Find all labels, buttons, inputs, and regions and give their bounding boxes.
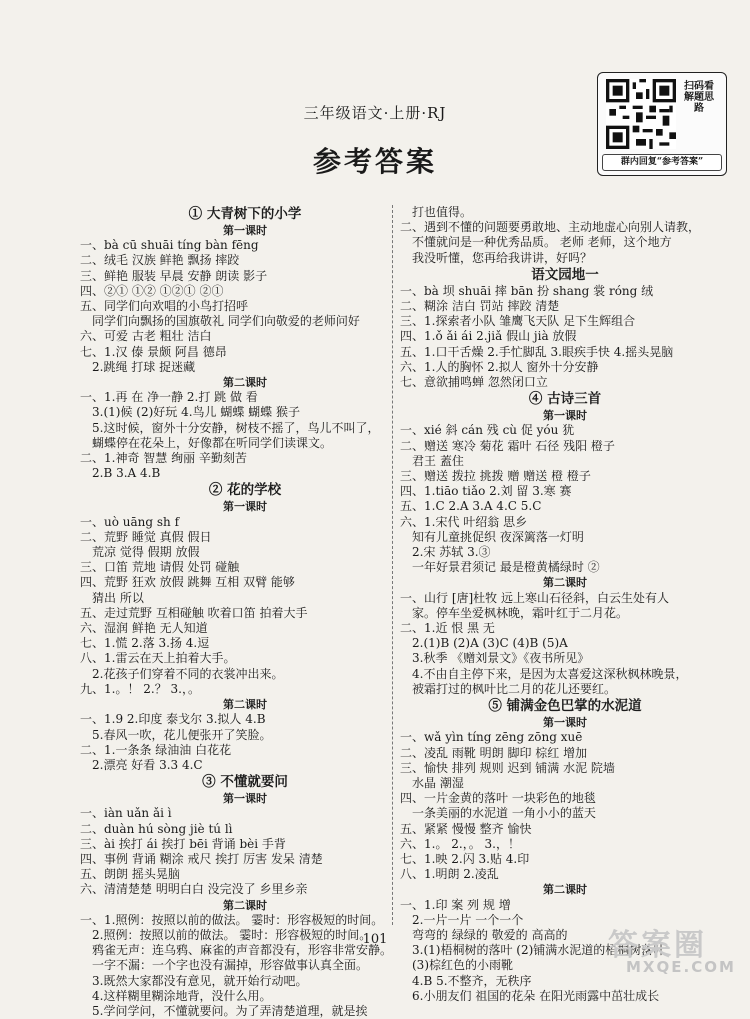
answer-line: 六、1.宋代 叶绍翁 思乡 [400,514,528,529]
lesson-heading: ④ 古诗三首 [528,391,602,408]
answer-line: 三、愉快 排列 规则 迟到 铺满 水泥 院墙 [400,760,615,775]
period-heading: 第一课时 [543,409,587,423]
answer-line: 二、荒野 睡觉 真假 假日 [80,529,212,544]
answer-line: 4.这样糊里糊涂地背，没什么用。 [80,988,272,1003]
answer-line: 三、ài 挨打 ái 挨打 bēi 背诵 bèi 手背 [80,836,286,851]
answer-column-right [400,205,730,1004]
lesson-heading: 语文园地一 [531,266,599,283]
period-heading: 第一课时 [223,500,267,514]
answer-line: 五、走过荒野 互相碰触 吹着口笛 拍着大手 [80,605,308,620]
answer-line: 一、1.再 在 净一静 2.打 跳 做 看 [80,390,258,405]
answer-line: 2.跳绳 打球 捉迷藏 [80,359,196,374]
period-heading: 第一课时 [543,716,587,730]
book-subtitle: 三年级语文·上册·RJ [303,104,447,122]
answer-line: 一、bà cū shuāi tíng bàn fēng [80,238,259,253]
answer-column-left [80,205,410,1019]
answer-line: 6.小朋友们 祖国的花朵 在阳光雨露中茁壮成长 [400,988,660,1003]
answer-line: 六、可爱 古老 粗壮 洁白 [80,329,212,344]
answer-line: 七、1.慌 2.落 3.扬 4.逗 [80,636,210,651]
answer-line: 八、1.雷云在天上拍着大手。 [80,651,236,666]
answer-line: 荒凉 觉得 假期 放假 [80,545,200,560]
answer-line: 六、1.。 2.，。 3.，！ [400,836,520,851]
answer-line: 五、紧紧 慢慢 整齐 愉快 [400,821,532,836]
page-number: 101 [362,932,388,947]
lesson-heading: ① 大青树下的小学 [188,206,302,222]
answer-line: 3.秋季 《赠刘景文》《夜书所见》 [400,651,590,666]
answer-line: 九、1.。！ 2.？ 3.，。 [80,681,200,696]
column-divider [392,205,393,925]
answer-line: 一、1.照例：按照以前的做法。 霎时：形容极短的时间。 [80,912,384,927]
answer-line: 二、赠送 寒冷 菊花 霜叶 石径 残阳 橙子 [400,438,615,453]
answer-line: 八、1.明朗 2.凌乱 [400,867,499,882]
answer-line: 四、②① ①② ①②① ②① [80,283,224,298]
answer-line: 一、iàn uǎn ǎi ì [80,806,172,821]
answer-line: 2.宋 苏轼 3.③ [400,545,491,560]
answer-line: 六、1.人的胸怀 2.拟人 窗外十分安静 [400,359,599,374]
answer-line: 鸦雀无声：连乌鸦、麻雀的声音都没有，形容非常安静。 [80,943,393,958]
answer-line: 2.花孩子们穿着不同的衣裳冲出来。 [80,666,284,681]
answer-line: 七、1.汉 傣 景颇 阿昌 德昂 [80,344,227,359]
answer-line: 5.这时候，窗外十分安静，树枝不摇了，鸟儿不叫了， [80,420,380,435]
answer-line: 二、1.近 恨 黑 无 [400,621,495,636]
answer-line: 二、绒毛 汉族 鲜艳 飘扬 摔跤 [80,253,240,268]
answer-line: 二、凌乱 雨靴 明朗 脚印 棕红 增加 [400,745,588,760]
qr-code-icon[interactable] [606,79,676,149]
answer-line: 5.春风一吹，花儿便张开了笑脸。 [80,727,272,742]
period-heading: 第二课时 [223,376,267,390]
answer-line: 三、口笛 荒地 请假 处罚 碰触 [80,560,240,575]
answer-line: 2.(1)B (2)A (3)C (4)B (5)A [400,636,568,651]
answer-line: 三、赠送 拨拉 挑拨 赠 赠送 橙 橙子 [400,469,591,484]
answer-line: 五、同学们向欢唱的小鸟打招呼 [80,299,249,314]
answer-line: 四、事例 背诵 糊涂 戒尺 挨打 厉害 发呆 清楚 [80,851,323,866]
watermark-url: MXQE.COM [626,958,736,976]
lesson-heading: ② 花的学校 [208,482,282,499]
answer-line: 水晶 潮湿 [400,775,464,790]
answer-line: 3.(1)梧桐树的落叶 (2)铺满水泥道的梧桐树落叶 [400,943,666,958]
answer-line: 弯弯的 绿绿的 敬爱的 高高的 [400,927,568,942]
qr-side-text: 扫码看解题思路 [684,81,714,114]
answer-line: 二、duàn hú sòng jiè tú lì [80,821,233,836]
answer-line: 五、1.口干舌燥 2.手忙脚乱 3.眼疾手快 4.摇头晃脑 [400,344,674,359]
answer-line: 一、1.9 2.印度 泰戈尔 3.拟人 4.B [80,712,266,727]
answer-line: 七、意欲捕鸣蝉 忽然闭口立 [400,375,548,390]
answer-line: 5.学问学问，不懂就要问。为了弄清楚道理，就是挨 [80,1003,368,1018]
answer-line: 知有儿童挑促织 夜深篱落一灯明 [400,529,584,544]
period-heading: 第二课时 [543,883,587,897]
answer-line: 不懂就问是一种优秀品质。 老师 老师，这个地方 [400,235,672,250]
period-heading: 第二课时 [543,576,587,590]
answer-line: 同学们向飘扬的国旗敬礼 同学们向敬爱的老师问好 [80,314,360,329]
answer-line: 被霜打过的枫叶比二月的花儿还要红。 [400,681,617,696]
answer-line: 一、山行 [唐]杜牧 远上寒山石径斜，白云生处有人 [400,590,669,605]
answer-line: 3.既然大家都没有意见，就开始行动吧。 [80,973,308,988]
answer-line: 4.B 5.不整齐，无秩序 [400,973,532,988]
page-title: 参考答案 [312,145,437,178]
answer-line: 四、一片金黄的落叶 一块彩色的地毯 [400,791,596,806]
answer-line: 蝴蝶停在花朵上，好像都在听同学们读课文。 [80,435,333,450]
answer-line: 三、1.探索者小队 雏鹰飞天队 足下生辉组合 [400,314,636,329]
answer-line: 七、1.映 2.闪 3.贴 4.印 [400,851,530,866]
answer-line: (3)棕红色的小雨靴 [400,958,513,973]
answer-line: 一、bà 坝 shuāi 摔 bān 扮 shang 裳 róng 绒 [400,283,654,298]
answer-line: 4.不由自主停下来，是因为太喜爱这深秋枫林晚景， [400,666,688,681]
answer-line: 2.B 3.A 4.B [80,466,161,481]
qr-caption: 群内回复“参考答案” [602,154,722,171]
answer-line: 六、湿润 鲜艳 无人知道 [80,621,208,636]
answer-line: 二、1.神奇 智慧 绚丽 辛勤刻苦 [80,451,247,466]
period-heading: 第二课时 [223,898,267,912]
answer-line: 一、uò uāng sh f [80,514,180,529]
lesson-heading: ③ 不懂就要问 [202,774,288,791]
period-heading: 第一课时 [223,792,267,806]
answer-line: 一字不漏：一个字也没有漏掉，形容做事认真全面。 [80,958,369,973]
answer-line: 五、朗朗 摇头晃脑 [80,867,180,882]
answer-line: 一、1.印 案 列 规 增 [400,897,511,912]
period-heading: 第一课时 [223,224,267,237]
answer-line: 四、1.tiāo tiǎo 2.刘 留 3.寒 赛 [400,484,572,499]
answer-line: 三、鲜艳 服装 早晨 安静 朗读 影子 [80,268,268,283]
answer-line: 2.一片一片 一个一个 [400,912,524,927]
watermark-logo: 答案圈 [608,928,707,963]
answer-line: 四、1.ǒ ǎi ái 2.jiǎ 假山 jià 放假 [400,329,577,344]
answer-line: 君王 蓋住 [400,453,464,468]
answer-line: 二、遇到不懂的问题要勇敢地、主动地虚心向别人请教， [400,220,701,235]
answer-line: 3.(1)候 (2)好玩 4.鸟儿 蝴蝶 蝴蝶 猴子 [80,405,300,420]
period-heading: 第二课时 [223,698,267,712]
answer-line: 一、wǎ yìn tíng zēng zōng xuē [400,730,583,745]
answer-line: 我没听懂，您再给我讲讲，好吗？ [400,250,593,265]
answer-line: 六、清清楚楚 明明白白 没完没了 乡里乡亲 [80,882,308,897]
answer-line: 二、糊涂 洁白 罚站 摔跤 清楚 [400,299,560,314]
answer-line: 2.漂亮 好看 3.3 4.C [80,757,203,772]
qr-code-panel[interactable] [597,72,727,176]
answer-line: 家。停车坐爱枫林晚，霜叶红于二月花。 [400,605,629,620]
answer-line: 打也值得。 [400,205,473,219]
answer-line: 一年好景君须记 最是橙黄橘绿时 ② [400,560,600,575]
answer-line: 2.照例：按照以前的做法。 霎时：形容极短的时间。 [80,927,372,942]
answer-line: 二、1.一条条 绿油油 白花花 [80,742,232,757]
answer-line: 猜出 所以 [80,590,144,605]
answer-line: 五、1.C 2.A 3.A 4.C 5.C [400,499,542,514]
answer-line: 一条美丽的水泥道 一角小小的蓝天 [400,806,596,821]
answer-line: 四、荒野 狂欢 放假 跳舞 互相 双臂 能够 [80,575,295,590]
answer-line: 一、xié 斜 cán 残 cù 促 yóu 犹 [400,423,575,438]
lesson-heading: ⑤ 铺满金色巴掌的水泥道 [488,698,642,715]
